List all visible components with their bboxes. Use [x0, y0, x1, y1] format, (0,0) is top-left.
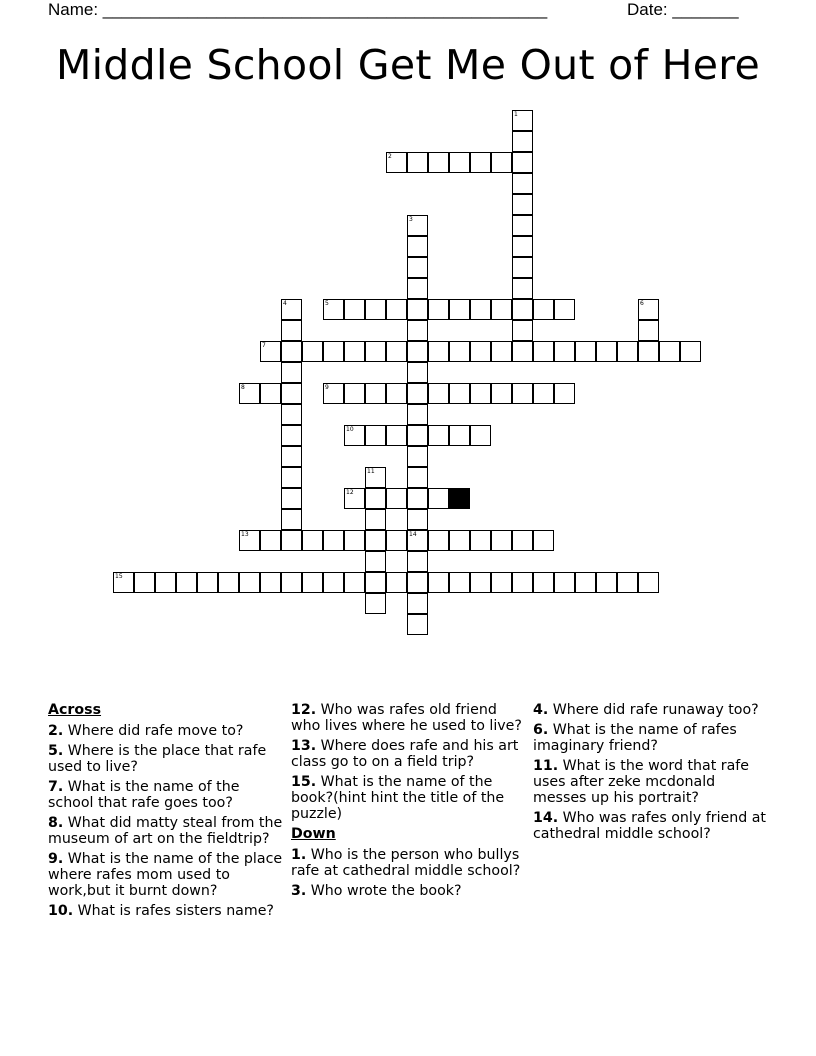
grid-cell[interactable] — [260, 341, 281, 362]
grid-cell[interactable] — [281, 299, 302, 320]
clues-column-3 — [533, 702, 769, 846]
grid-cell[interactable] — [260, 530, 281, 551]
grid-cell[interactable] — [281, 446, 302, 467]
grid-cell[interactable] — [470, 383, 491, 404]
grid-cell[interactable] — [344, 488, 365, 509]
grid-cell[interactable] — [449, 572, 470, 593]
grid-cell[interactable] — [449, 152, 470, 173]
cell-number: 2 — [388, 153, 392, 160]
clue-text: Where did rafe move to? — [67, 723, 244, 739]
clue-text: What is the name of the place where rafes mom used to work,but it burnt down? — [48, 851, 283, 899]
grid-cell[interactable] — [428, 530, 449, 551]
cell-number: 11 — [367, 468, 375, 475]
grid-cell[interactable] — [407, 152, 428, 173]
grid-cell[interactable] — [554, 299, 575, 320]
grid-cell[interactable] — [512, 341, 533, 362]
grid-cell[interactable] — [323, 383, 344, 404]
grid-cell[interactable] — [407, 320, 428, 341]
grid-cell[interactable] — [386, 488, 407, 509]
grid-cell[interactable] — [386, 383, 407, 404]
grid-cell[interactable] — [239, 383, 260, 404]
grid-cell[interactable] — [470, 341, 491, 362]
grid-cell[interactable] — [449, 530, 470, 551]
clue-number: 3. — [291, 883, 307, 899]
grid-cell[interactable] — [281, 509, 302, 530]
clue-number: 10. — [48, 903, 74, 919]
grid-cell[interactable] — [281, 320, 302, 341]
cell-number: 5 — [325, 300, 329, 307]
grid-cell[interactable] — [680, 341, 701, 362]
cell-number: 3 — [409, 216, 413, 223]
grid-cell[interactable] — [281, 404, 302, 425]
grid-cell[interactable] — [428, 425, 449, 446]
grid-cell[interactable] — [281, 530, 302, 551]
grid-cell[interactable] — [407, 509, 428, 530]
grid-cell[interactable] — [344, 383, 365, 404]
grid-cell[interactable] — [554, 383, 575, 404]
grid-cell[interactable] — [470, 425, 491, 446]
clue-text: Who wrote the book? — [310, 883, 462, 899]
black-cell — [449, 488, 470, 509]
grid-cell[interactable] — [491, 152, 512, 173]
grid-cell[interactable] — [407, 383, 428, 404]
grid-cell[interactable] — [512, 152, 533, 173]
grid-cell[interactable] — [197, 572, 218, 593]
grid-cell[interactable] — [281, 383, 302, 404]
cell-number: 13 — [241, 531, 249, 538]
grid-cell[interactable] — [512, 236, 533, 257]
grid-cell[interactable] — [428, 299, 449, 320]
page-title: Middle School Get Me Out of Here — [55, 41, 761, 89]
clues-column-2 — [291, 702, 527, 903]
clue-down-3 — [291, 883, 527, 899]
grid-cell[interactable] — [554, 572, 575, 593]
grid-cell[interactable] — [344, 425, 365, 446]
grid-cell[interactable] — [365, 551, 386, 572]
clue-text: Where does rafe and his art class go to on a field trip? — [291, 738, 519, 770]
grid-cell[interactable] — [533, 341, 554, 362]
grid-cell[interactable] — [365, 383, 386, 404]
grid-cell[interactable] — [281, 341, 302, 362]
grid-cell[interactable] — [323, 530, 344, 551]
clue-text: What is the name of the school that rafe goes too? — [48, 779, 240, 811]
grid-cell[interactable] — [533, 299, 554, 320]
clue-number: 7. — [48, 779, 64, 795]
cell-number: 9 — [325, 384, 329, 391]
clue-text: Who is the person who bullys rafe at cathedral middle school? — [291, 847, 521, 879]
clue-number: 13. — [291, 738, 317, 754]
clue-text: Who was rafes only friend at cathedral middle school? — [533, 810, 766, 842]
clues-column-1 — [48, 702, 284, 923]
clue-text: What is the name of the book?(hint hint the title of the puzzle) — [291, 774, 505, 822]
clue-text: Who was rafes old friend who lives where he used to live? — [291, 702, 522, 734]
grid-cell[interactable] — [386, 572, 407, 593]
grid-cell[interactable] — [491, 341, 512, 362]
clue-across-13 — [291, 738, 527, 770]
cell-number: 6 — [640, 300, 644, 307]
grid-cell[interactable] — [617, 341, 638, 362]
clue-across-8 — [48, 815, 284, 847]
grid-cell[interactable] — [407, 551, 428, 572]
grid-cell[interactable] — [512, 215, 533, 236]
cell-number: 14 — [409, 531, 417, 538]
grid-cell[interactable] — [512, 194, 533, 215]
grid-cell[interactable] — [302, 530, 323, 551]
clue-across-5 — [48, 743, 284, 775]
clue-number: 4. — [533, 702, 549, 718]
grid-cell[interactable] — [407, 278, 428, 299]
grid-cell[interactable] — [449, 383, 470, 404]
grid-cell[interactable] — [512, 278, 533, 299]
clue-text: What is the word that rafe uses after zeke mcdonald messes up his portrait? — [533, 758, 750, 806]
grid-cell[interactable] — [365, 572, 386, 593]
grid-cell[interactable] — [449, 341, 470, 362]
grid-cell[interactable] — [512, 257, 533, 278]
grid-cell[interactable] — [428, 572, 449, 593]
clue-number: 9. — [48, 851, 64, 867]
clue-number: 5. — [48, 743, 64, 759]
across-heading: Across — [48, 702, 102, 718]
clue-across-12 — [291, 702, 527, 734]
grid-cell[interactable] — [323, 572, 344, 593]
grid-cell[interactable] — [365, 467, 386, 488]
grid-cell[interactable] — [428, 341, 449, 362]
clue-down-14 — [533, 810, 769, 842]
cell-number: 10 — [346, 426, 354, 433]
grid-cell[interactable] — [407, 446, 428, 467]
grid-cell[interactable] — [407, 467, 428, 488]
grid-cell[interactable] — [239, 572, 260, 593]
grid-cell[interactable] — [470, 530, 491, 551]
grid-cell[interactable] — [512, 299, 533, 320]
grid-cell[interactable] — [491, 572, 512, 593]
clue-across-15 — [291, 774, 527, 822]
grid-cell[interactable] — [512, 131, 533, 152]
grid-cell[interactable] — [407, 614, 428, 635]
grid-cell[interactable] — [407, 299, 428, 320]
grid-cell[interactable] — [638, 320, 659, 341]
grid-cell[interactable] — [575, 341, 596, 362]
grid-cell[interactable] — [281, 467, 302, 488]
grid-cell[interactable] — [407, 362, 428, 383]
grid-cell[interactable] — [407, 341, 428, 362]
clue-down-6 — [533, 722, 769, 754]
clue-across-9 — [48, 851, 284, 899]
cell-number: 15 — [115, 573, 123, 580]
grid-cell[interactable] — [407, 488, 428, 509]
grid-cell[interactable] — [281, 488, 302, 509]
grid-cell[interactable] — [134, 572, 155, 593]
grid-cell[interactable] — [260, 572, 281, 593]
grid-cell[interactable] — [407, 572, 428, 593]
grid-cell[interactable] — [302, 341, 323, 362]
grid-cell[interactable] — [281, 425, 302, 446]
grid-cell[interactable] — [386, 341, 407, 362]
cell-number: 1 — [514, 111, 518, 118]
clue-number: 2. — [48, 723, 64, 739]
grid-cell[interactable] — [407, 236, 428, 257]
grid-cell[interactable] — [470, 572, 491, 593]
grid-cell[interactable] — [260, 383, 281, 404]
grid-cell[interactable] — [323, 341, 344, 362]
grid-cell[interactable] — [512, 110, 533, 131]
clue-across-2 — [48, 723, 284, 739]
cell-number: 7 — [262, 342, 266, 349]
grid-cell[interactable] — [344, 299, 365, 320]
grid-cell[interactable] — [638, 299, 659, 320]
clue-text: Where is the place that rafe used to live? — [48, 743, 267, 775]
grid-cell[interactable] — [281, 362, 302, 383]
grid-cell[interactable] — [575, 572, 596, 593]
clue-across-10 — [48, 903, 284, 919]
grid-cell[interactable] — [407, 215, 428, 236]
clue-across-7 — [48, 779, 284, 811]
grid-cell[interactable] — [533, 383, 554, 404]
grid-cell[interactable] — [470, 152, 491, 173]
clue-number: 12. — [291, 702, 317, 718]
grid-cell[interactable] — [344, 530, 365, 551]
grid-cell[interactable] — [491, 383, 512, 404]
clue-text: What is rafes sisters name? — [77, 903, 274, 919]
grid-cell[interactable] — [428, 383, 449, 404]
grid-cell[interactable] — [407, 404, 428, 425]
grid-cell[interactable] — [512, 173, 533, 194]
grid-cell[interactable] — [596, 341, 617, 362]
grid-cell[interactable] — [491, 299, 512, 320]
clue-down-1 — [291, 847, 527, 879]
grid-cell[interactable] — [407, 593, 428, 614]
clue-text: What did matty steal from the museum of art on the fieldtrip? — [48, 815, 283, 847]
clue-number: 6. — [533, 722, 549, 738]
grid-cell[interactable] — [365, 488, 386, 509]
grid-cell[interactable] — [365, 425, 386, 446]
grid-cell[interactable] — [512, 572, 533, 593]
cell-number: 12 — [346, 489, 354, 496]
grid-cell[interactable] — [302, 572, 323, 593]
grid-cell[interactable] — [218, 572, 239, 593]
grid-cell[interactable] — [512, 320, 533, 341]
grid-cell[interactable] — [617, 572, 638, 593]
clue-text: Where did rafe runaway too? — [552, 702, 759, 718]
grid-cell[interactable] — [386, 425, 407, 446]
clue-number: 15. — [291, 774, 317, 790]
grid-cell[interactable] — [407, 530, 428, 551]
clue-number: 14. — [533, 810, 559, 826]
grid-cell[interactable] — [428, 488, 449, 509]
grid-cell[interactable] — [281, 572, 302, 593]
grid-cell[interactable] — [365, 341, 386, 362]
grid-cell[interactable] — [512, 383, 533, 404]
grid-cell[interactable] — [449, 299, 470, 320]
name-line: Name: _______________________________________________ — [48, 0, 548, 19]
grid-cell[interactable] — [491, 530, 512, 551]
grid-cell[interactable] — [365, 530, 386, 551]
grid-cell[interactable] — [659, 341, 680, 362]
clue-number: 11. — [533, 758, 559, 774]
grid-cell[interactable] — [449, 425, 470, 446]
cell-number: 8 — [241, 384, 245, 391]
date-line: Date: _______ — [627, 0, 739, 19]
grid-cell[interactable] — [323, 299, 344, 320]
grid-cell[interactable] — [365, 593, 386, 614]
grid-cell[interactable] — [365, 509, 386, 530]
grid-cell[interactable] — [512, 530, 533, 551]
grid-cell[interactable] — [638, 572, 659, 593]
down-heading: Down — [291, 826, 336, 842]
grid-cell[interactable] — [176, 572, 197, 593]
grid-cell[interactable] — [533, 530, 554, 551]
clue-down-4 — [533, 702, 769, 718]
grid-cell[interactable] — [386, 299, 407, 320]
grid-cell[interactable] — [239, 530, 260, 551]
clue-number: 8. — [48, 815, 64, 831]
grid-cell[interactable] — [113, 572, 134, 593]
grid-cell[interactable] — [344, 341, 365, 362]
grid-cell[interactable] — [365, 299, 386, 320]
grid-cell[interactable] — [596, 572, 617, 593]
grid-cell[interactable] — [386, 530, 407, 551]
clue-number: 1. — [291, 847, 307, 863]
grid-cell[interactable] — [386, 152, 407, 173]
clue-down-11 — [533, 758, 769, 806]
grid-cell[interactable] — [407, 425, 428, 446]
cell-number: 4 — [283, 300, 287, 307]
grid-cell[interactable] — [344, 572, 365, 593]
grid-cell[interactable] — [470, 299, 491, 320]
grid-cell[interactable] — [554, 341, 575, 362]
grid-cell[interactable] — [638, 341, 659, 362]
grid-cell[interactable] — [533, 572, 554, 593]
grid-cell[interactable] — [428, 152, 449, 173]
grid-cell[interactable] — [155, 572, 176, 593]
clue-text: What is the name of rafes imaginary friend? — [533, 722, 737, 754]
grid-cell[interactable] — [407, 257, 428, 278]
